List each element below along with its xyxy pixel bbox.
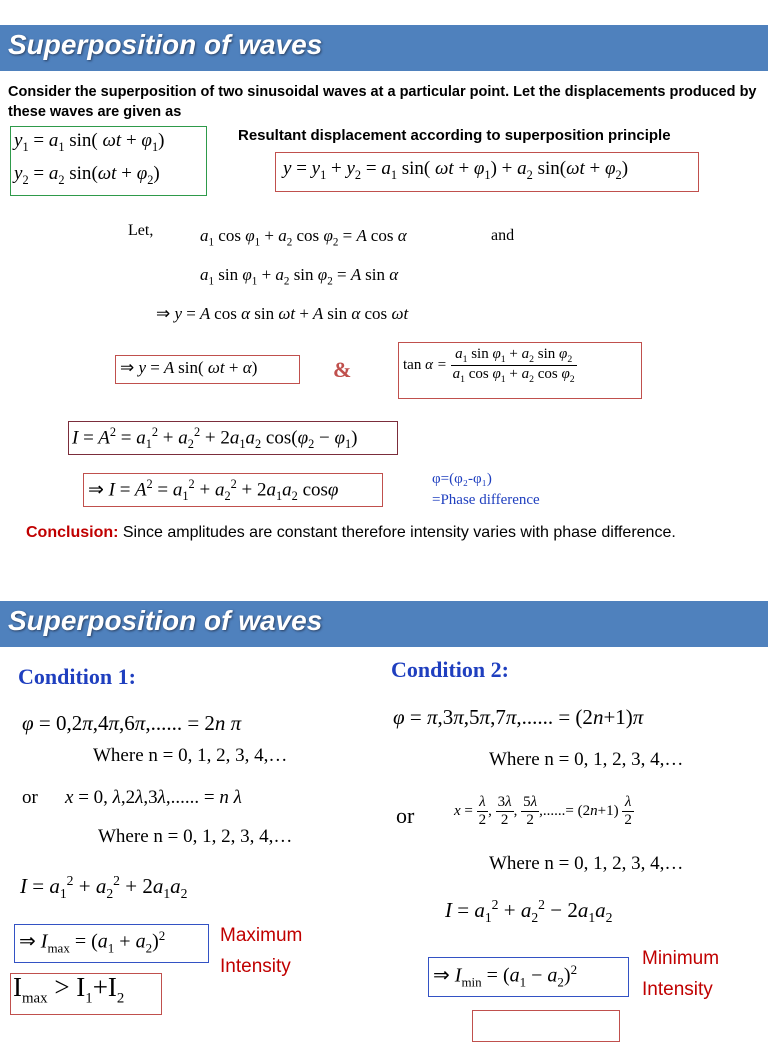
imin-equation: ⇒ $I_{min} = (a_1 - a_2)^2$: [433, 962, 578, 990]
intensity-label-min: Intensity: [642, 979, 713, 1000]
imax-inequality: $I_{max} > I_1+I_2$: [13, 972, 125, 1007]
where-n-3: Where n = 0, 1, 2, 3, 4,…: [489, 749, 684, 770]
y1-equation: $y_1 = a_1$ sin( $\omega t + \varphi_1$): [14, 130, 165, 154]
intensity-phase-equation: ⇒ $I = A^2 = a_1^2 + a_2^2 + 2a_1a_2$ cosφ: [88, 477, 339, 504]
or-label-2: or: [396, 803, 415, 828]
y-resultant-equation: ⇒ y = A sin( ωt + α): [120, 358, 258, 377]
imax-equation: ⇒ $I_{max} = (a_1 + a_2)^2$: [19, 928, 166, 956]
x-min-equation: x = $\frac{\lambda}{2}$ , $\frac{3\lambda}{2}$ , $\frac{5\lambda}{2}$ ,......= (2n+1) $\frac{\lambda}{2}$: [454, 794, 632, 828]
and-label: and: [491, 227, 515, 244]
intensity-label-max: Intensity: [220, 956, 291, 977]
conclusion: [26, 520, 746, 545]
intro-text: Consider the superposition of two sinusoidal waves at a particular point. Let the displacements produced by these waves are given as: [8, 84, 757, 120]
phi-min-equation: φ = π,3π,5π,7π,...... = (2n+1)π: [393, 705, 644, 729]
where-n-1: Where n = 0, 1, 2, 3, 4,…: [93, 745, 288, 766]
slide2-title-bar: [0, 601, 768, 647]
let-label: Let,: [128, 222, 154, 239]
a-cos-equation: $a_1$ $\cos \varphi_1 + a_2$ $\cos \varphi_2 = A$ cos α: [200, 226, 407, 249]
resultant-equation: $y = y_1 + y_2 = a_1$ sin( $\omega t + \varphi_1) + a_2$ $\sin(\omega t + \varphi_2)$: [283, 158, 629, 182]
x-max-equation: x = 0, λ,2λ,3λ,...... = n λ: [65, 787, 242, 808]
where-n-2: Where n = 0, 1, 2, 3, 4,…: [98, 826, 293, 847]
intensity-min-diff: $I = a_1^2 + a_2^2 - 2a_1a_2$: [445, 897, 613, 926]
slide1-title-bar: [0, 25, 768, 71]
minimum-label: Minimum: [642, 948, 720, 969]
y2-equation: $y_2 = a_2$ $\sin(\omega t + \varphi_2)$: [14, 163, 160, 187]
intensity-equation: $I = A^2 = a_1^2 + a_2^2 + 2a_1a_2$ $\cos(\varphi_2 - \varphi_1)$: [72, 425, 358, 452]
or-label-1: or: [22, 787, 38, 808]
maximum-label: Maximum: [220, 925, 303, 946]
phase-difference-label: =Phase difference: [432, 492, 540, 508]
maximum-intensity-label: [220, 920, 302, 982]
a-sin-equation: $a_1$ $\sin \varphi_1 + a_2$ $\sin \varphi_2 = A$ sin α: [200, 265, 399, 288]
conclusion-text: Since amplitudes are constant therefore intensity varies with phase difference.: [118, 524, 676, 541]
slide1-title: Superposition of waves: [8, 29, 323, 60]
resultant-label: Resultant displacement according to superposition principle: [238, 127, 671, 144]
intensity-max-sum: $I = a_1^2 + a_2^2 + 2a_1a_2$: [20, 873, 188, 902]
condition1-heading: Condition 1:: [18, 664, 136, 689]
slide2-title: Superposition of waves: [8, 605, 323, 636]
minimum-intensity-label: [642, 943, 719, 1005]
tan-alpha-equation: tan α = $\frac{a_1 \sin \varphi_1 + a_2 \sin \varphi_2}{a_1 \cos \varphi_1 + a_2 \cos \varphi_2}$: [403, 346, 575, 385]
where-n-4: Where n = 0, 1, 2, 3, 4,…: [489, 853, 684, 874]
phi-definition: φ=(φ₂-φ₁): [432, 471, 492, 487]
y-expanded-equation: ⇒ y = A cos α sin ωt + A sin α cos ωt: [156, 304, 409, 323]
imin-inequality-box: [472, 1010, 620, 1042]
ampersand: &: [333, 357, 352, 382]
conclusion-label: Conclusion:: [26, 524, 119, 541]
phi-max-equation: φ = 0,2π,4π,6π,...... = 2n π: [22, 711, 242, 735]
condition2-heading: Condition 2:: [391, 657, 509, 682]
